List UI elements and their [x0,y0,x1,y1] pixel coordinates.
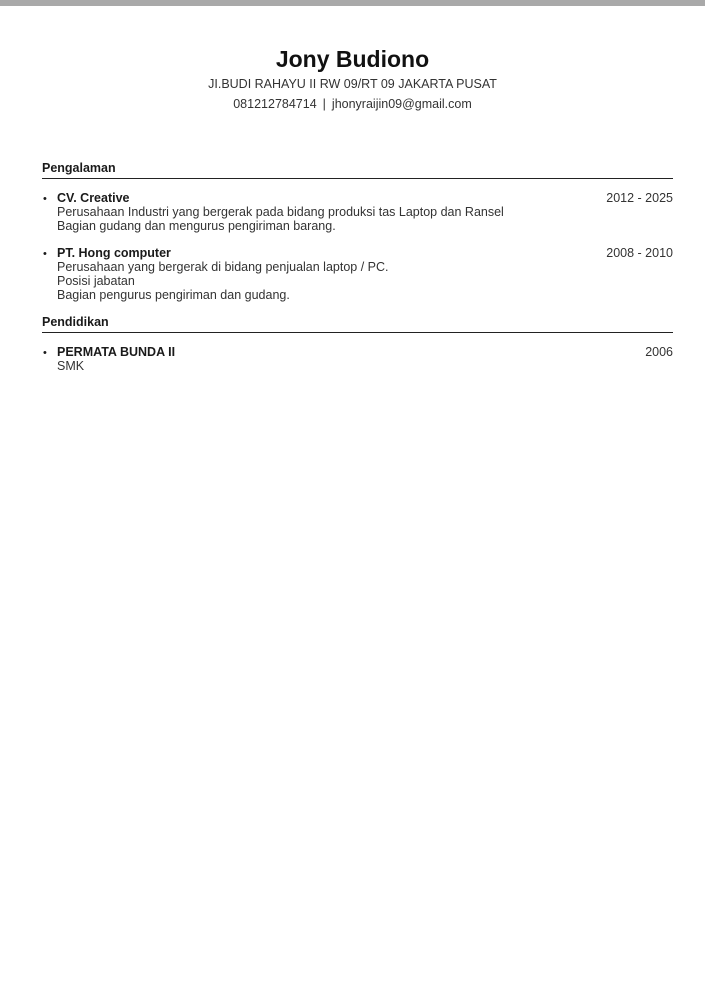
email-address: jhonyraijin09@gmail.com [331,97,472,111]
entry-description: Perusahaan yang bergerak di bidang penjualan laptop / PC. [57,260,389,274]
education-title: Pendidikan [42,314,673,333]
entry-description: Bagian gudang dan mengurus pengiriman barang. [57,219,336,233]
entry-years: 2006 [645,345,673,359]
entry-description: Posisi jabatan [57,274,135,288]
phone-number: 081212784714 [233,97,317,111]
entry-description: Perusahaan Industri yang bergerak pada bidang produksi tas Laptop dan Ransel [57,205,504,219]
bullet: • [43,193,47,205]
contact-separator: | [322,97,326,111]
candidate-address: JI.BUDI RAHAYU II RW 09/RT 09 JAKARTA PUSAT [208,77,497,91]
entry-years: 2012 - 2025 [606,191,673,205]
bullet: • [43,248,47,260]
experience-entry [42,246,673,302]
experience-title: Pengalaman [42,160,673,179]
entry-years: 2008 - 2010 [606,246,673,260]
education-section [42,314,673,373]
entry-description: Bagian pengurus pengiriman dan gudang. [57,288,290,302]
resume-header [0,44,705,113]
contact-line [0,95,705,113]
entry-title: PT. Hong computer [57,246,171,260]
experience-section [42,160,673,302]
candidate-name: Jony Budiono [275,46,430,72]
entry-title: CV. Creative [57,191,130,205]
experience-entry [42,191,673,233]
top-bar [0,0,705,6]
entry-description: SMK [57,359,85,373]
education-entry [42,345,673,373]
entry-title: PERMATA BUNDA II [57,345,176,359]
bullet: • [43,347,47,359]
